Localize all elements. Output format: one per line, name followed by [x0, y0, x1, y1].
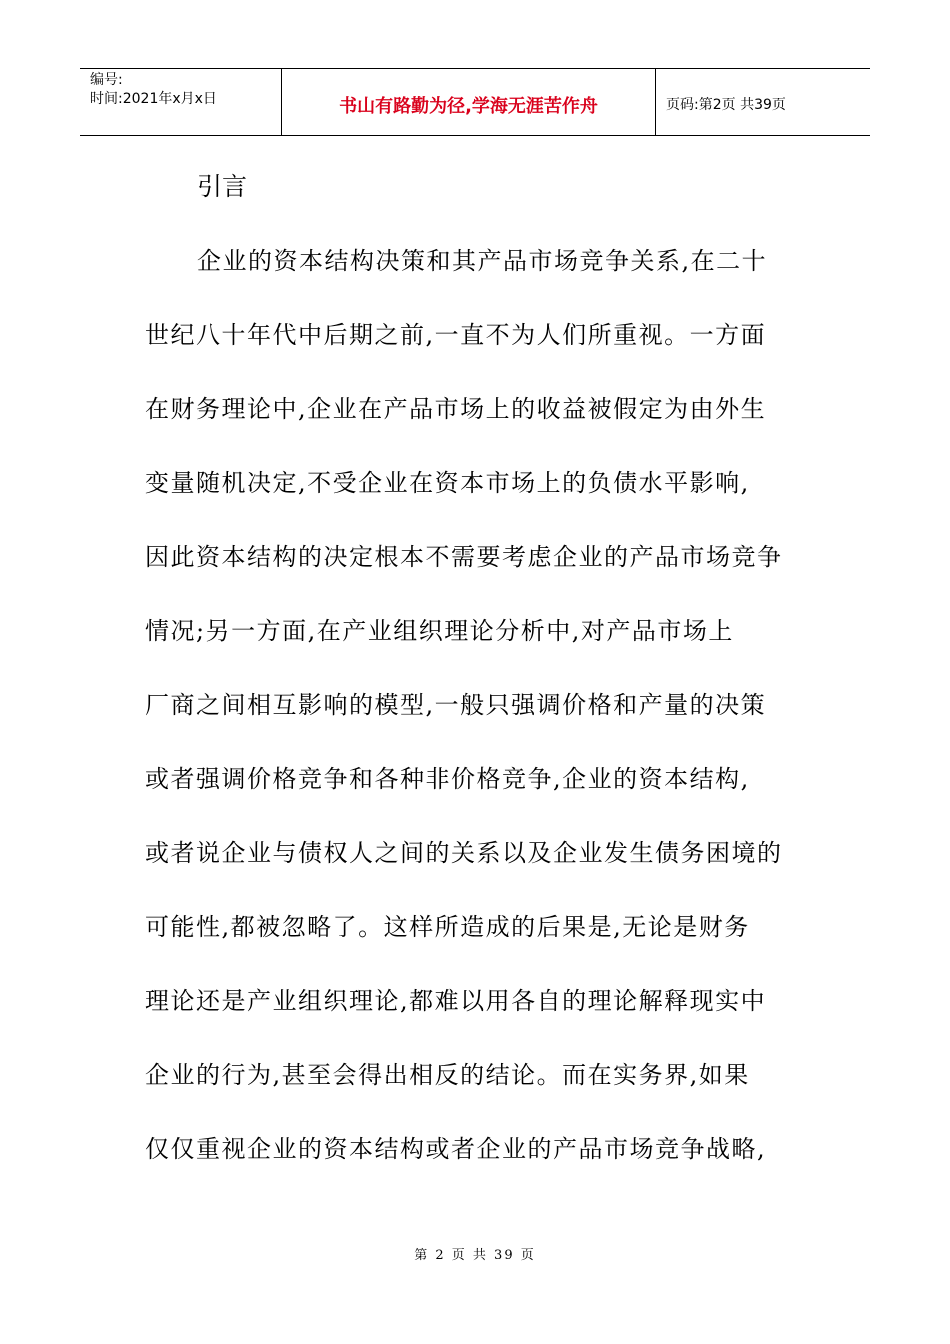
page-footer	[0, 1244, 950, 1263]
body-line: 可能性,都被忽略了。这样所造成的后果是,无论是财务	[145, 913, 750, 941]
document-header	[80, 68, 870, 136]
body-line: 厂商之间相互影响的模型,一般只强调价格和产量的决策	[145, 691, 767, 719]
body-line: 或者说企业与债权人之间的关系以及企业发生债务困境的	[145, 839, 783, 867]
body-line: 在财务理论中,企业在产品市场上的收益被假定为由外生	[145, 395, 767, 423]
footer-page-number: 第 2 页 共 39 页	[414, 1248, 536, 1263]
section-title: 引言	[197, 172, 248, 201]
body-line: 因此资本结构的决定根本不需要考虑企业的产品市场竞争	[145, 543, 783, 571]
document-body	[145, 150, 810, 1186]
header-motto: 书山有路勤为径,学海无涯苦作舟	[339, 96, 598, 117]
header-page-cell	[656, 69, 870, 135]
body-line: 企业的资本结构决策和其产品市场竞争关系,在二十	[197, 247, 768, 275]
body-line: 理论还是产业组织理论,都难以用各自的理论解释现实中	[145, 987, 767, 1015]
body-line: 企业的行为,甚至会得出相反的结论。而在实务界,如果	[145, 1061, 750, 1089]
body-line: 仅仅重视企业的资本结构或者企业的产品市场竞争战略,	[145, 1135, 767, 1163]
header-motto-cell	[282, 69, 656, 135]
header-meta-cell	[80, 69, 282, 135]
body-line: 情况;另一方面,在产业组织理论分析中,对产品市场上	[145, 617, 734, 645]
body-line: 变量随机决定,不受企业在资本市场上的负债水平影响,	[145, 469, 750, 497]
document-number-label: 编号:	[90, 72, 123, 88]
header-page-info: 页码:第2页 共39页	[666, 97, 786, 113]
body-line: 世纪八十年代中后期之前,一直不为人们所重视。一方面	[145, 321, 767, 349]
body-line: 或者强调价格竞争和各种非价格竞争,企业的资本结构,	[145, 765, 750, 793]
document-date: 时间:2021年x月x日	[90, 91, 217, 107]
